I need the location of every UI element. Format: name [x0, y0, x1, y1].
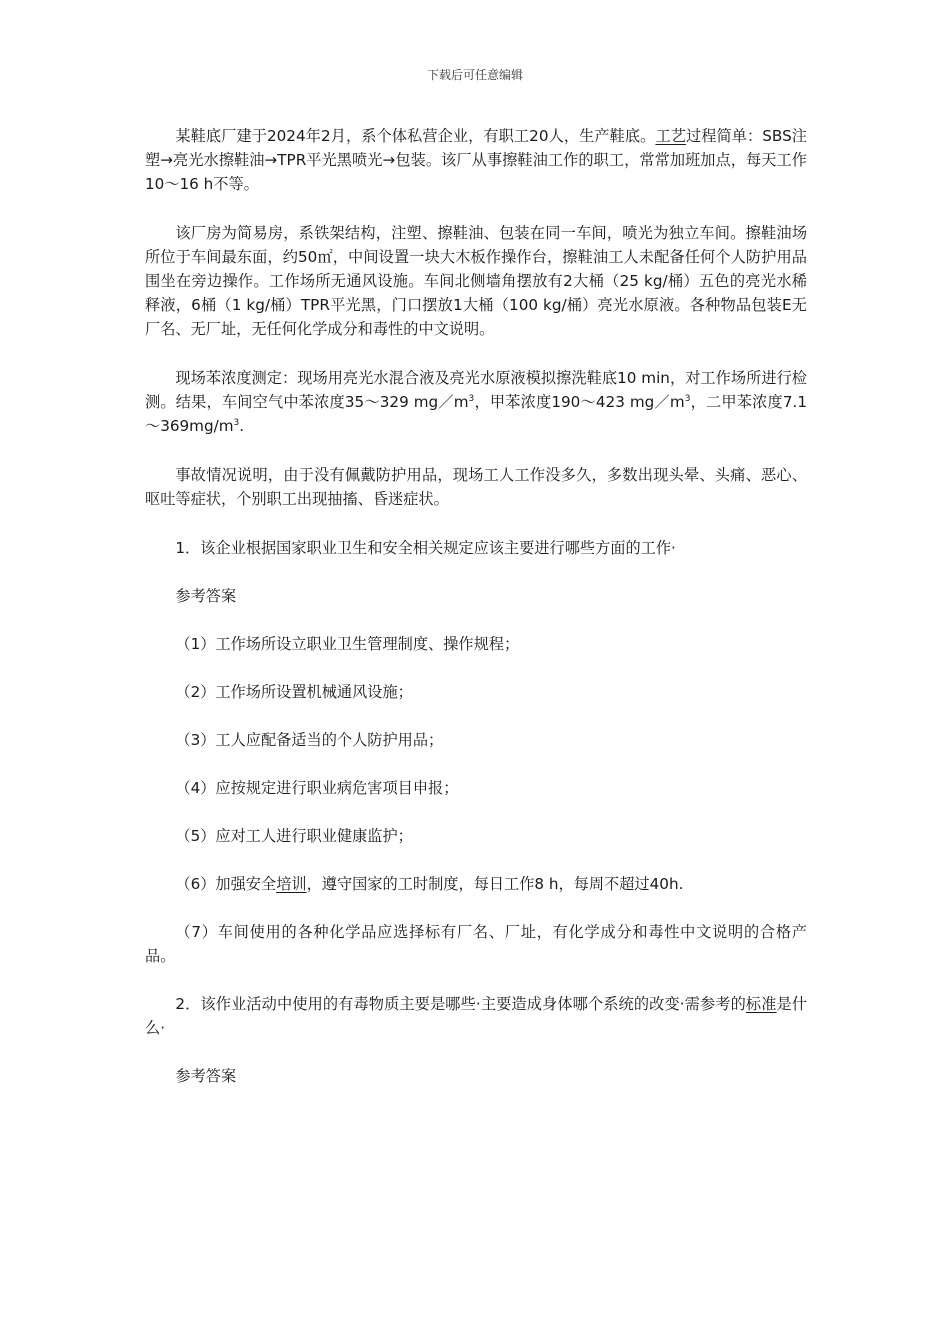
link-standard[interactable]: 标准	[745, 995, 777, 1013]
answer-item-6	[145, 872, 807, 896]
answer-item-1: （1）工作场所设立职业卫生管理制度、操作规程；	[175, 635, 520, 653]
paragraph-facility: 该厂房为简易房，系铁架结构，注塑、擦鞋油、包装在同一车间，喷光为独立车间。擦鞋油场所位于车间最东面，约50㎡，中间设置一块大木板作操作台，擦鞋油工人未配备任何个人防护用品围坐在旁边操作。工作场所无通风设施。车间北侧墙角摆放有2大桶（25 kg/桶）五色的亮光水稀释液，6桶（1 kg/桶）TPR平光黑，门口摆放1大桶（100 kg/桶）亮光水原液。各种物品包装E无厂名、无厂址，无任何化学成分和毒性的中文说明。	[145, 224, 807, 338]
answer-item-3: （3）工人应配备适当的个人防护用品；	[175, 731, 444, 749]
paragraph-text: 过程简单：SBS注塑→亮光水擦鞋油→TPR平光黑喷光→包装。该厂从事擦鞋油工作的职工，常常加班加点，每天工作10～16 h不等。	[145, 127, 807, 193]
answer-item-2: （2）工作场所设置机械通风设施；	[175, 683, 413, 701]
document-body	[145, 124, 807, 1113]
paragraph-text: ，二甲苯浓度7.1～369mg/m	[145, 393, 808, 435]
link-process[interactable]: 工艺	[655, 127, 686, 145]
paragraph-text: ，甲苯浓度190～423 mg／m	[474, 393, 685, 411]
superscript: 3	[233, 418, 240, 428]
superscript: 3	[468, 394, 475, 404]
link-training[interactable]: 培训	[276, 875, 307, 893]
question-2	[145, 992, 807, 1040]
answer-item-4: （4）应按规定进行职业病危害项目申报；	[175, 779, 459, 797]
paragraph-text: .	[239, 417, 245, 435]
superscript: 3	[684, 394, 691, 404]
answer-item-5: （5）应对工人进行职业健康监护；	[175, 827, 413, 845]
page-header-note: 下载后可任意编辑	[426, 68, 523, 82]
paragraph-text: 现场苯浓度测定：现场用亮光水混合液及亮光水原液模拟擦洗鞋底10 min，对工作场所进行检测。结果，车间空气中苯浓度35～329 mg／m	[145, 369, 807, 411]
paragraph-text: ，遵守国家的工时制度，每日工作8 h，每周不超过40h.	[306, 875, 684, 893]
answer-label: 参考答案	[175, 587, 237, 605]
answer-item-7: （7）车间使用的各种化学品应选择标有厂名、厂址，有化学成分和毒性中文说明的合格产品。	[145, 923, 807, 965]
question-1: 1．该企业根据国家职业卫生和安全相关规定应该主要进行哪些方面的工作·	[175, 539, 676, 557]
paragraph-measurement	[145, 366, 807, 438]
paragraph-text: 是什么·	[145, 995, 808, 1037]
paragraph-text: 某鞋底厂建于2024年2月，系个体私营企业，有职工20人，生产鞋底。	[175, 127, 656, 145]
paragraph-text: 2．该作业活动中使用的有毒物质主要是哪些·主要造成身体哪个系统的改变·需参考的	[175, 995, 746, 1013]
paragraph-incident: 事故情况说明，由于没有佩戴防护用品，现场工人工作没多久，多数出现头晕、头痛、恶心、呕吐等症状，个别职工出现抽搐、昏迷症状。	[145, 466, 807, 508]
paragraph-background	[145, 124, 807, 196]
paragraph-text: （6）加强安全	[175, 875, 277, 893]
answer-label: 参考答案	[175, 1067, 237, 1085]
